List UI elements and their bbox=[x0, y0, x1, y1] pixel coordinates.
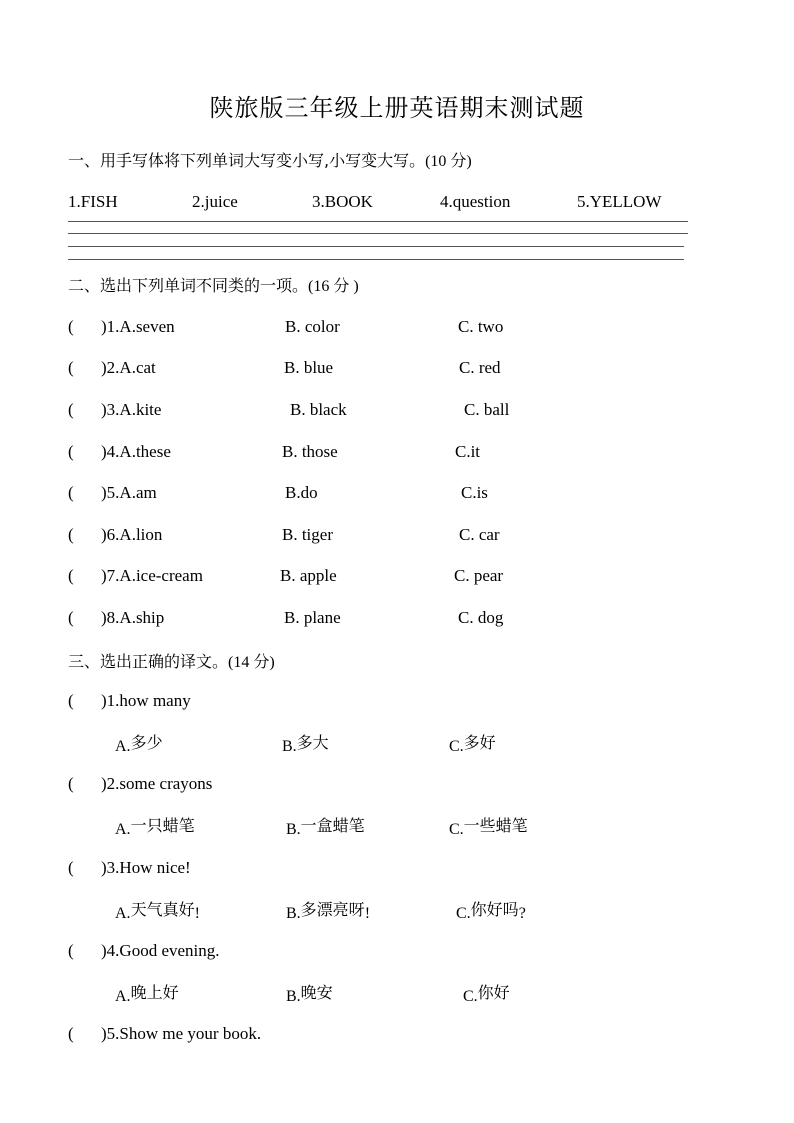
word-1: 1.FISH bbox=[68, 192, 118, 211]
s2-q7-option-b: B. apple bbox=[280, 566, 337, 585]
s3-q3-a-letter: A. bbox=[115, 905, 131, 922]
word-3: 3.BOOK bbox=[312, 192, 373, 211]
s2-q6-option-c: C. car bbox=[459, 525, 500, 544]
writing-line-2 bbox=[68, 233, 688, 234]
word-5: 5.YELLOW bbox=[577, 192, 662, 211]
s2-q4-paren: ( bbox=[68, 442, 74, 461]
writing-line-3 bbox=[68, 246, 684, 247]
s3-q1-b-text: 多大 bbox=[296, 733, 329, 752]
s3-q3-b-tail: ! bbox=[364, 905, 371, 922]
s2-q1-option-b: B. color bbox=[285, 317, 340, 336]
s3-q4-a-text: 晚上好 bbox=[130, 983, 179, 1002]
section-2-heading-text: 二、选出下列单词不同类的一项。 bbox=[68, 276, 309, 295]
s3-q4-stem: )4.Good evening. bbox=[101, 941, 220, 960]
s3-q3-b-letter: B. bbox=[286, 905, 301, 922]
s2-q8-stem: )8.A.ship bbox=[101, 608, 165, 627]
s3-q1-c-letter: C. bbox=[449, 738, 464, 755]
s3-q3-a-text: 天气真好 bbox=[130, 900, 195, 919]
section-1-heading bbox=[68, 148, 472, 171]
s3-q2-c-letter: C. bbox=[449, 821, 464, 838]
s2-q1-paren: ( bbox=[68, 317, 74, 336]
section-1-heading-text: 一、用手写体将下列单词大写变小写,小写变大写。 bbox=[68, 151, 426, 170]
s2-q8-option-b: B. plane bbox=[284, 608, 341, 627]
s3-q1-a-text: 多少 bbox=[130, 733, 163, 752]
section-1-points: (10 分) bbox=[425, 153, 472, 170]
s3-q2-a-letter: A. bbox=[115, 821, 131, 838]
section-2-heading bbox=[68, 273, 359, 296]
s2-q1-option-c: C. two bbox=[458, 317, 504, 336]
s2-q1-stem: )1.A.seven bbox=[101, 317, 175, 336]
s3-q3-paren: ( bbox=[68, 858, 74, 877]
s3-q2-option-c bbox=[449, 816, 528, 839]
word-2: 2.juice bbox=[192, 192, 238, 211]
s3-q1-option-b bbox=[282, 733, 329, 756]
s2-q5-paren: ( bbox=[68, 483, 74, 502]
s3-q5-paren: ( bbox=[68, 1024, 74, 1043]
s3-q4-option-c bbox=[463, 983, 510, 1006]
word-4: 4.question bbox=[440, 192, 511, 211]
s2-q8-paren: ( bbox=[68, 608, 74, 627]
s3-q2-a-text: 一只蜡笔 bbox=[130, 816, 195, 835]
s2-q5-option-c: C.is bbox=[461, 483, 488, 502]
s2-q4-option-b: B. those bbox=[282, 442, 338, 461]
s3-q5-stem: )5.Show me your book. bbox=[101, 1024, 262, 1043]
s3-q4-b-text: 晚安 bbox=[300, 983, 333, 1002]
s2-q2-option-b: B. blue bbox=[284, 358, 334, 377]
s2-q2-option-c: C. red bbox=[459, 358, 501, 377]
s2-q2-paren: ( bbox=[68, 358, 74, 377]
s2-q7-stem: )7.A.ice-cream bbox=[101, 566, 203, 585]
s2-q6-paren: ( bbox=[68, 525, 74, 544]
s2-q3-option-c: C. ball bbox=[464, 400, 510, 419]
s3-q1-a-letter: A. bbox=[115, 738, 131, 755]
section-3-points: (14 分) bbox=[228, 654, 275, 671]
s3-q4-c-letter: C. bbox=[463, 988, 478, 1005]
s2-q7-paren: ( bbox=[68, 566, 74, 585]
s3-q2-paren: ( bbox=[68, 774, 74, 793]
s3-q3-option-a bbox=[115, 900, 200, 923]
writing-line-4 bbox=[68, 259, 684, 260]
s3-q2-option-a bbox=[115, 816, 195, 839]
s3-q1-b-letter: B. bbox=[282, 738, 297, 755]
s3-q1-paren: ( bbox=[68, 691, 74, 710]
s2-q5-option-b: B.do bbox=[285, 483, 318, 502]
s3-q3-option-b bbox=[286, 900, 370, 923]
s3-q4-a-letter: A. bbox=[115, 988, 131, 1005]
s2-q8-option-c: C. dog bbox=[458, 608, 504, 627]
s3-q4-paren: ( bbox=[68, 941, 74, 960]
s2-q3-option-b: B. black bbox=[290, 400, 347, 419]
s3-q4-option-a bbox=[115, 983, 179, 1006]
s3-q3-b-text: 多漂亮呀 bbox=[300, 900, 365, 919]
s3-q1-option-c bbox=[449, 733, 496, 756]
s3-q2-stem: )2.some crayons bbox=[101, 774, 213, 793]
s3-q3-stem: )3.How nice! bbox=[101, 858, 191, 877]
s2-q2-stem: )2.A.cat bbox=[101, 358, 156, 377]
s3-q3-c-text: 你好吗 bbox=[470, 900, 519, 919]
s2-q4-stem: )4.A.these bbox=[101, 442, 171, 461]
writing-line-1 bbox=[68, 221, 688, 222]
s2-q4-option-c: C.it bbox=[455, 442, 481, 461]
s2-q5-stem: )5.A.am bbox=[101, 483, 157, 502]
s3-q3-option-c bbox=[456, 900, 526, 923]
s2-q6-option-b: B. tiger bbox=[282, 525, 333, 544]
s3-q2-c-text: 一些蜡笔 bbox=[463, 816, 528, 835]
section-3-heading-text: 三、选出正确的译文。 bbox=[68, 652, 229, 671]
section-3-heading bbox=[68, 649, 275, 672]
s3-q1-option-a bbox=[115, 733, 163, 756]
s3-q2-option-b bbox=[286, 816, 365, 839]
s3-q2-b-text: 一盒蜡笔 bbox=[300, 816, 365, 835]
s2-q7-option-c: C. pear bbox=[454, 566, 504, 585]
page-title: 陕旅版三年级上册英语期末测试题 bbox=[209, 94, 585, 122]
s3-q4-option-b bbox=[286, 983, 333, 1006]
s3-q3-c-tail: ? bbox=[518, 905, 526, 922]
section-2-points: (16 分 ) bbox=[308, 278, 359, 295]
s3-q4-c-text: 你好 bbox=[477, 983, 510, 1002]
s2-q3-stem: )3.A.kite bbox=[101, 400, 162, 419]
s3-q1-c-text: 多好 bbox=[463, 733, 496, 752]
s3-q4-b-letter: B. bbox=[286, 988, 301, 1005]
s3-q3-a-tail: ! bbox=[194, 905, 200, 922]
s3-q1-stem: )1.how many bbox=[101, 691, 191, 710]
s3-q2-b-letter: B. bbox=[286, 821, 301, 838]
s2-q3-paren: ( bbox=[68, 400, 74, 419]
s3-q3-c-letter: C. bbox=[456, 905, 471, 922]
s2-q6-stem: )6.A.lion bbox=[101, 525, 163, 544]
